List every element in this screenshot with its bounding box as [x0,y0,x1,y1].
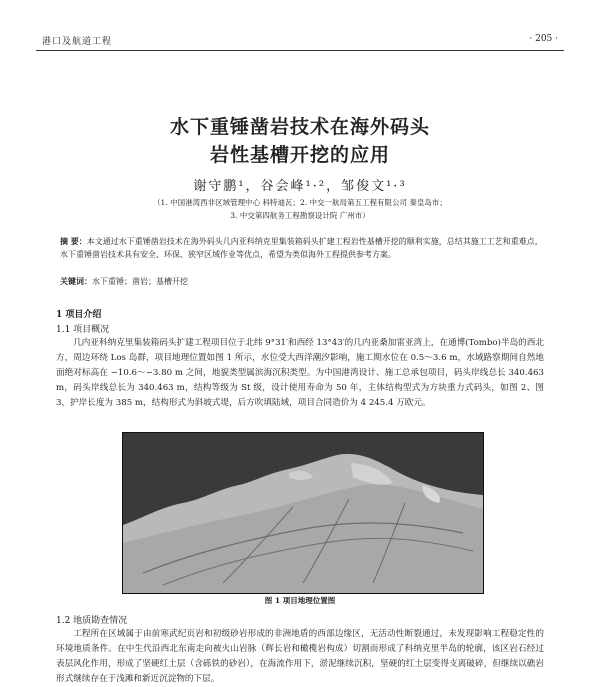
keywords-label: 关键词： [60,276,92,286]
page-number: · 205 · [529,34,558,44]
section-1-1-heading: 1.1 项目概况 [56,325,110,335]
journal-name: 港口及航道工程 [42,37,113,47]
affiliation-line-1: （1. 中国港湾西非区域管理中心 科特迪瓦；2. 中交一航局第五工程有限公司 秦皇岛市； [153,198,447,207]
running-header [36,32,564,51]
keywords [60,276,550,287]
aerial-map-image [123,433,483,593]
title-line-2: 岩性基槽开挖的应用 [209,144,390,166]
abstract [60,235,550,261]
section-1-1-text: 几内亚科纳克里集装箱码头扩建工程项目位于北纬 9°31′和西经 13°43′的几内亚桑加雷亚湾上，在通博(Tombo)半岛的西北方，周边环绕 Los 岛群，项目地理位置如图 1 所示，水位受大西洋潮汐影响，施工期水位在 0.5～3.6 m，水域路察期间自然地面绝对标高在 −10.6～−3.80 m 之间，地貌类型属滨海沉积类型。为中国港湾设计、施工总承包项目，码头岸线总长 340.463 m，码头岸线总长为 340.463 m，结构等级为 St 级，设计使用寿命为 50 年，主体结构型式为方块重力式码头，如图 2、图 3，护岸长度为 385 m，结构形式为斜坡式堤，后方吹填陆域，项目合同造价为 4 245.4 万欧元。 [56,338,544,408]
location-map-figure [122,432,484,594]
title-line-1: 水下重锤凿岩技术在海外码头 [169,116,430,138]
section-1-2-text: 工程所在区域属于由前寒武纪页岩和初级砂岩形成的非洲地盾的西部边缘区，无活动性断裂通过，未发现影响工程稳定性的环境地质条件。在中生代沿西北东南走向被火山岩脉（辉长岩和橄榄岩构成）切割而形成了科纳克里半岛的轮廓，该区岩石经过表层风化作用，形成了坚硬红土层（含砾铁的砂岩），在海流作用下，淤泥继续沉积，坚硬的红土层变得支离破碎，但继续以礁岩形式继续存在于浅滩和新近沉淀物的下层。 [56,629,544,684]
section-1-heading: 1 项目介绍 [56,310,102,320]
affiliation-line-2: 3. 中交第四航务工程勘察设计院 广州市） [230,211,370,220]
section-1-2-heading: 1.2 地质勘查情况 [56,616,128,626]
abstract-text: 本文通过水下重锤凿岩技术在海外码头几内亚科纳克里集装箱码头扩建工程岩性基槽开挖的顺利实施，总结其施工工艺和重难点，水下重锤凿岩技术具有安全、环保、狭窄区域作业等优点，希望为类似海外工程提供参考方案。 [60,237,543,259]
figure-1-caption: 图 1 项目地理位置图 [264,596,336,605]
keywords-text: 水下重锤；凿岩；基槽开挖 [92,277,188,286]
authors: 谢守鹏¹，谷会峰¹·²，邹俊文¹·³ [193,179,407,194]
abstract-label: 摘 要： [60,236,87,246]
